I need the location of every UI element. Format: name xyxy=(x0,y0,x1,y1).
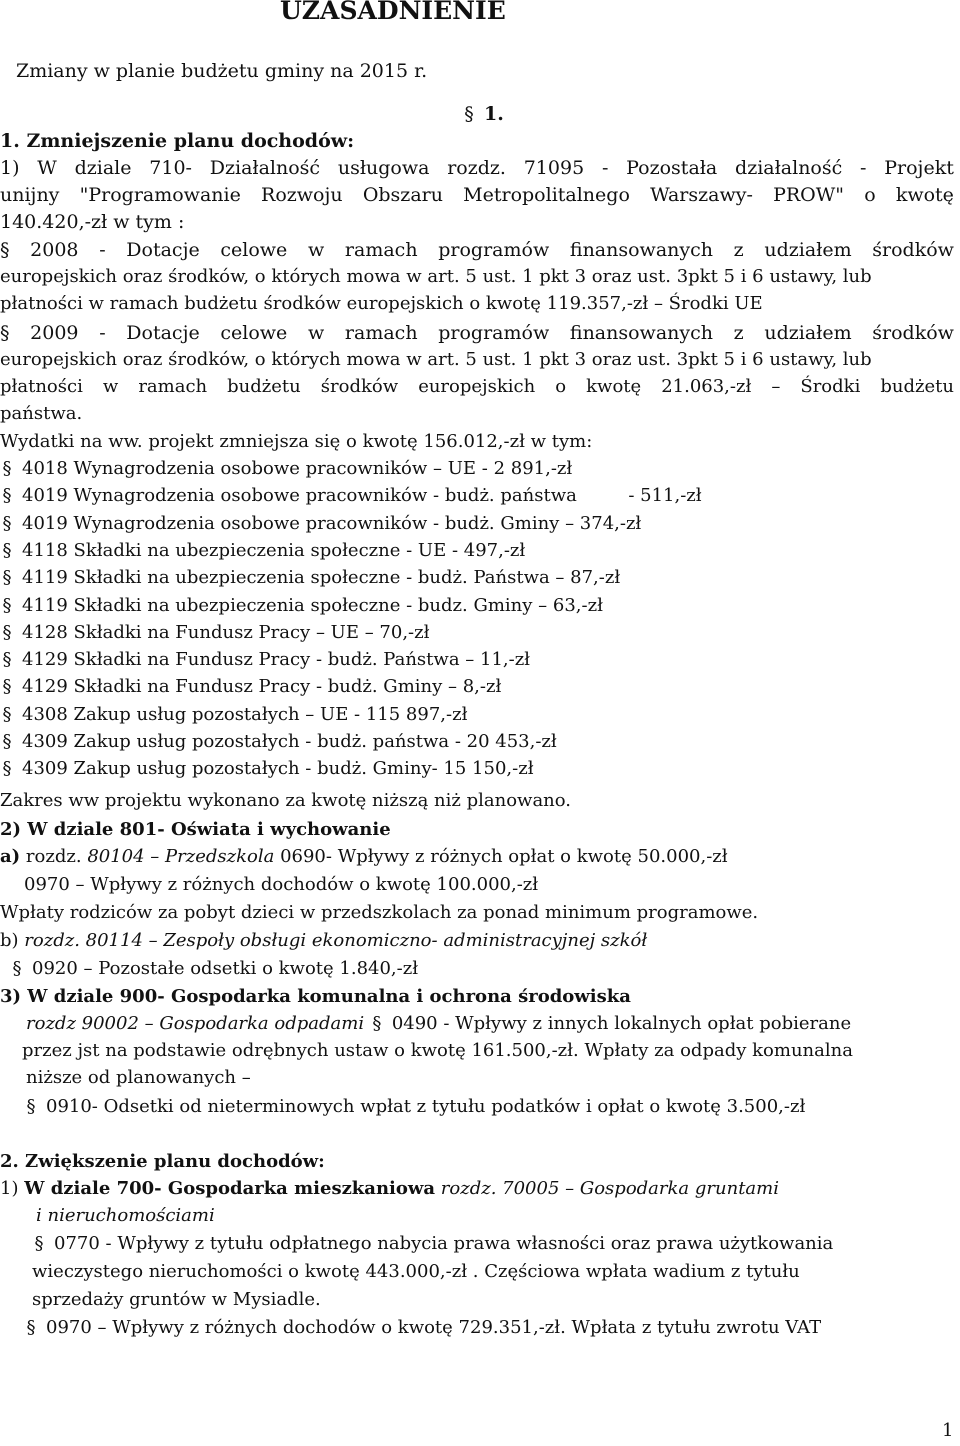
expense-item: § 4129 Składki na Fundusz Pracy - budż. Państwa – 11,-zł xyxy=(0,647,530,673)
section-sign-icon: § xyxy=(2,567,12,589)
section-sign-icon: § xyxy=(2,621,12,643)
document-subtitle: Zmiany w planie budżetu gminy na 2015 r. xyxy=(16,60,428,82)
section-2-heading: 2) W dziale 801- Oświata i wychowanie xyxy=(0,819,391,840)
section-3-heading: 3) W dziale 900- Gospodarka komunalna i ochrona środowiska xyxy=(0,986,631,1007)
section-sign-icon: § xyxy=(464,103,474,125)
section-1-line-1: 1) W dziale 710- Działalność usługowa rozdz. 71095 - Pozostała działalność - Projekt xyxy=(0,157,954,179)
section-sign-icon: § xyxy=(26,1317,36,1338)
section-sign-icon: § xyxy=(12,958,22,979)
increase-1-line-5: sprzedaży gruntów w Mysiadle. xyxy=(32,1289,321,1310)
section-2a-line-2: 0970 – Wpływy z różnych dochodów o kwotę 100.000,-zł xyxy=(24,874,539,895)
section-sign-icon: § xyxy=(2,458,12,479)
expense-item: § 4019 Wynagrodzenia osobowe pracowników - budż. państwa - 511,-zł xyxy=(0,483,702,509)
section-sign-icon: § xyxy=(2,594,12,616)
increase-1-line-4: wieczystego nieruchomości o kwotę 443.000,-zł . Częściowa wpłata wadium z tytułu xyxy=(32,1261,800,1282)
expense-item: § 4308 Zakup usług pozostałych – UE - 115 897,-zł xyxy=(0,702,467,728)
dotacje-2009-line-2: europejskich oraz środków, o których mowa w art. 5 ust. 1 pkt 3 oraz ust. 3pkt 5 i 6 ustawy, lub xyxy=(0,349,872,370)
section-sign-icon: § xyxy=(2,676,12,698)
expense-item: § 4128 Składki na Fundusz Pracy – UE – 70,-zł xyxy=(0,620,429,646)
section-sign-icon: § xyxy=(2,485,12,507)
section-sign-icon: § xyxy=(0,322,10,344)
section-1-heading: 1. Zmniejszenie planu dochodów: xyxy=(0,130,355,152)
section-sign-icon: § xyxy=(2,758,12,780)
dotacje-2008-line-1: § 2008 - Dotacje celowe w ramach programów finansowanych z udziałem środków xyxy=(0,239,954,261)
section-2a-line-1: a) rozdz. 80104 – Przedszkola 0690- Wpływy z różnych opłat o kwotę 50.000,-zł xyxy=(0,846,728,867)
section-sign-icon: § xyxy=(2,703,12,725)
expense-item: § 4118 Składki na ubezpieczenia społeczne - UE - 497,-zł xyxy=(0,538,525,564)
section-sign-icon: § xyxy=(2,512,12,534)
section-sign-icon: § xyxy=(0,239,10,261)
dotacje-2009-line-4: państwa. xyxy=(0,403,83,424)
section-1-line-3: 140.420,-zł w tym : xyxy=(0,211,185,233)
dotacje-2009-line-1: § 2009 - Dotacje celowe w ramach programów finansowanych z udziałem środków xyxy=(0,322,954,344)
section-sign-icon: § xyxy=(34,1233,44,1254)
section-3-line-4: § 0910- Odsetki od nieterminowych wpłat z tytułu podatków i opłat o kwotę 3.500,-zł xyxy=(24,1094,805,1120)
section-2b-line-1: b) rozdz. 80114 – Zespoły obsługi ekonomiczno- administracyjnej szkół xyxy=(0,930,648,951)
section-3-line-2: przez jst na podstawie odrębnych ustaw o kwotę 161.500,-zł. Wpłaty za odpady komunalna xyxy=(22,1040,853,1061)
dotacje-2008-line-3: płatności w ramach budżetu środków europejskich o kwotę 119.357,-zł – Środki UE xyxy=(0,293,763,314)
expense-item: § 4018 Wynagrodzenia osobowe pracowników – UE - 2 891,-zł xyxy=(0,456,572,482)
section-sign-icon: § xyxy=(2,649,12,671)
expense-item: § 4129 Składki na Fundusz Pracy - budż. Gminy – 8,-zł xyxy=(0,674,501,700)
section-sign-icon: § xyxy=(2,731,12,752)
dotacje-2008-line-2: europejskich oraz środków, o których mowa w art. 5 ust. 1 pkt 3 oraz ust. 3pkt 5 i 6 ustawy, lub xyxy=(0,266,872,287)
expense-item: § 4019 Wynagrodzenia osobowe pracowników - budż. Gminy – 374,-zł xyxy=(0,511,641,537)
increase-1-line-1: 1) W dziale 700- Gospodarka mieszkaniowa rozdz. 70005 – Gospodarka gruntami xyxy=(0,1178,779,1199)
section-sign-icon: § xyxy=(2,539,12,561)
expense-item: § 4119 Składki na ubezpieczenia społeczne - budz. Gminy – 63,-zł xyxy=(0,593,603,619)
expense-item: § 4119 Składki na ubezpieczenia społeczne - budż. Państwa – 87,-zł xyxy=(0,565,620,591)
section-sign-icon: § xyxy=(26,1096,36,1117)
increase-1-line-2: i nieruchomościami xyxy=(36,1205,215,1226)
section-2-increase-heading: 2. Zwiększenie planu dochodów: xyxy=(0,1151,325,1172)
wydatki-line: Wydatki na ww. projekt zmniejsza się o kwotę 156.012,-zł w tym: xyxy=(0,431,593,452)
zakres-line: Zakres ww projektu wykonano za kwotę niższą niż planowano. xyxy=(0,790,572,811)
expense-item: § 4309 Zakup usług pozostałych - budż. Gminy- 15 150,-zł xyxy=(0,756,534,782)
increase-1-line-3: § 0770 - Wpływy z tytułu odpłatnego nabycia prawa własności oraz prawa użytkowania xyxy=(32,1231,833,1257)
section-sign-icon: § xyxy=(372,1013,382,1034)
expense-item: § 4309 Zakup usług pozostałych - budż. państwa - 20 453,-zł xyxy=(0,729,557,755)
increase-1-line-6: § 0970 – Wpływy z różnych dochodów o kwotę 729.351,-zł. Wpłata z tytułu zwrotu VAT xyxy=(24,1315,821,1341)
document-title: UZASADNIENIE xyxy=(280,0,506,25)
section-1-line-2: unijny "Programowanie Rozwoju Obszaru Metropolitalnego Warszawy- PROW" o kwotę xyxy=(0,184,954,206)
section-marker: § 1. xyxy=(462,101,504,127)
dotacje-2009-line-3: płatności w ramach budżetu środków europejskich o kwotę 21.063,-zł – Środki budżetu xyxy=(0,376,954,397)
section-2b-line-2: § 0920 – Pozostałe odsetki o kwotę 1.840,-zł xyxy=(10,956,418,982)
section-3-line-1: rozdz 90002 – Gospodarka odpadami § 0490 - Wpływy z innych lokalnych opłat pobierane xyxy=(26,1011,851,1037)
page-number: 1 xyxy=(942,1420,954,1441)
section-3-line-3: niższe od planowanych – xyxy=(26,1067,251,1088)
section-2a-line-3: Wpłaty rodziców za pobyt dzieci w przedszkolach za ponad minimum programowe. xyxy=(0,902,759,923)
